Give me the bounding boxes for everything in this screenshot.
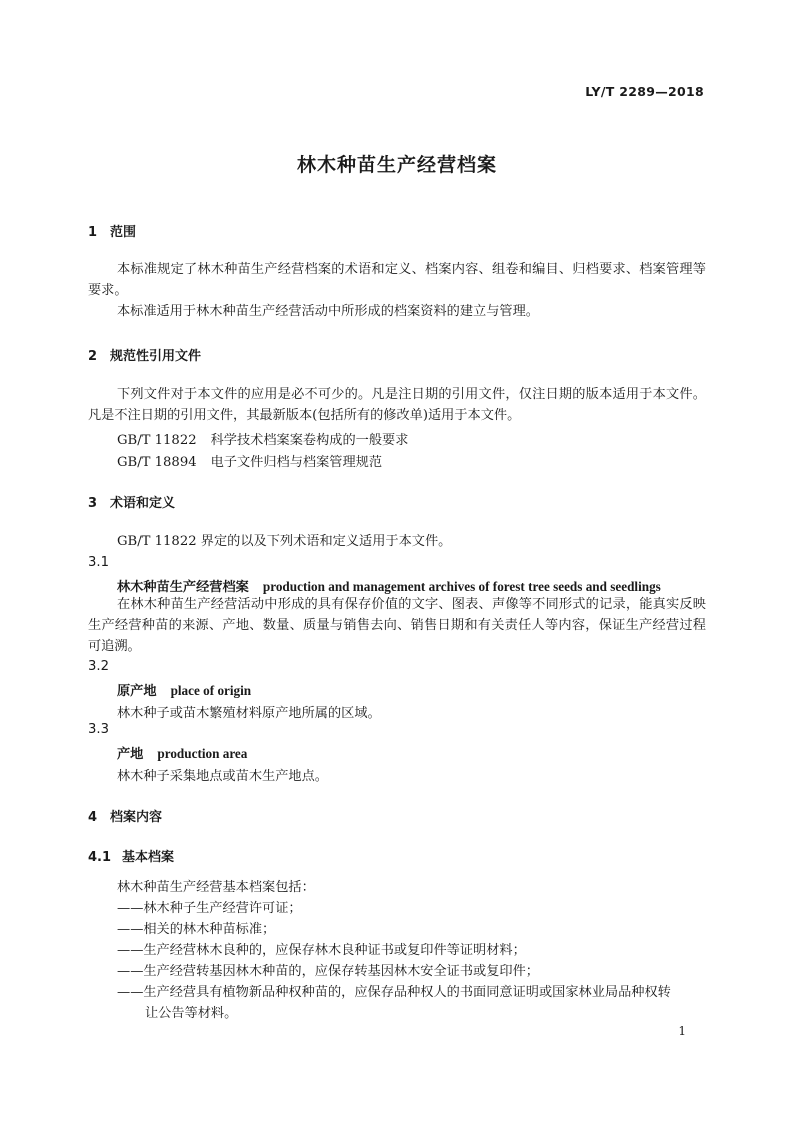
section-3-heading — [88, 492, 175, 511]
section-1-paragraph-1: 本标准规定了林木种苗生产经营档案的术语和定义、档案内容、组卷和编目、归档要求、档案管理等要求。 — [88, 262, 706, 298]
section-1-heading — [88, 221, 136, 240]
section-title: 术语和定义 — [110, 496, 176, 511]
term-number: 3.3 — [88, 722, 109, 737]
list-dash: —— — [117, 964, 144, 979]
term-zh: 产地 — [117, 747, 144, 762]
section-title: 范围 — [110, 225, 137, 240]
reference-name: 电子文件归档与档案管理规范 — [210, 455, 383, 470]
section-number: 1 — [88, 225, 98, 240]
section-1-paragraph-2: 本标准适用于林木种苗生产经营活动中所形成的档案资料的建立与管理。 — [117, 304, 539, 319]
standard-code: LY/T 2289—2018 — [585, 84, 704, 99]
list-dash: —— — [117, 922, 144, 937]
list-item — [117, 960, 539, 979]
term-number: 3.2 — [88, 659, 109, 674]
term-zh: 原产地 — [117, 684, 157, 699]
section-number: 2 — [88, 349, 98, 364]
document-title: 林木种苗生产经营档案 — [296, 154, 497, 176]
section-title: 档案内容 — [110, 810, 163, 825]
list-item-text: 生产经营具有植物新品种权种苗的，应保存品种权人的书面同意证明或国家林业局品种权转 — [143, 985, 671, 1000]
section-number: 3 — [88, 496, 98, 511]
term-number: 3.1 — [88, 555, 109, 570]
reference-code: GB/T 18894 — [117, 455, 197, 470]
reference-code: GB/T 11822 — [117, 433, 197, 448]
list-dash: —— — [117, 901, 144, 916]
section-2-heading — [88, 345, 201, 364]
section-title: 规范性引用文件 — [110, 349, 202, 364]
list-item — [117, 897, 302, 916]
section-4-heading — [88, 806, 162, 825]
reference-item — [117, 429, 408, 448]
reference-item — [117, 451, 382, 470]
subsection-4-1-heading — [88, 846, 174, 865]
list-dash: —— — [117, 985, 144, 1000]
term-en: production and management archives of forest tree seeds and seedlings — [262, 579, 661, 594]
term-definition: 在林木种苗生产经营活动中形成的具有保存价值的文字、图表、声像等不同形式的记录，能真实反映生产经营种苗的来源、产地、数量、质量与销售去向、销售日期和有关责任人等内容，保证生产经营过程可追溯。 — [88, 597, 706, 654]
term-definition: 林木种子或苗木繁殖材料原产地所属的区域。 — [117, 706, 381, 721]
term-en: place of origin — [170, 683, 252, 698]
term-heading — [117, 680, 251, 699]
term-heading — [117, 743, 247, 762]
page-number: 1 — [678, 1024, 686, 1038]
term-zh: 林木种苗生产经营档案 — [117, 580, 249, 595]
subsection-title: 基本档案 — [122, 850, 175, 865]
section-number: 4 — [88, 810, 98, 825]
list-item — [117, 981, 671, 1000]
term-definition: 林木种子采集地点或苗木生产地点。 — [117, 769, 328, 784]
term-en: production area — [157, 746, 248, 761]
list-item — [117, 918, 275, 937]
list-item-text: 生产经营林木良种的，应保存林木良种证书或复印件等证明材料； — [143, 943, 526, 958]
list-item-text: 林木种子生产经营许可证； — [143, 901, 302, 916]
list-item-text: 生产经营转基因林木种苗的，应保存转基因林木安全证书或复印件； — [143, 964, 539, 979]
term-heading — [117, 576, 661, 595]
list-item-continuation: 让公告等材料。 — [145, 1006, 238, 1021]
section-3-paragraph-1: GB/T 11822 界定的以及下列术语和定义适用于本文件。 — [117, 534, 452, 549]
section-2-paragraph-1: 下列文件对于本文件的应用是必不可少的。凡是注日期的引用文件，仅注日期的版本适用于本文件。凡是不注日期的引用文件，其最新版本(包括所有的修改单)适用于本文件。 — [88, 387, 706, 423]
subsection-number: 4.1 — [88, 850, 112, 865]
subsection-intro: 林木种苗生产经营基本档案包括： — [117, 880, 315, 895]
list-dash: —— — [117, 943, 144, 958]
reference-name: 科学技术档案案卷构成的一般要求 — [210, 433, 409, 448]
list-item — [117, 939, 526, 958]
list-item-text: 相关的林木种苗标准； — [143, 922, 276, 937]
